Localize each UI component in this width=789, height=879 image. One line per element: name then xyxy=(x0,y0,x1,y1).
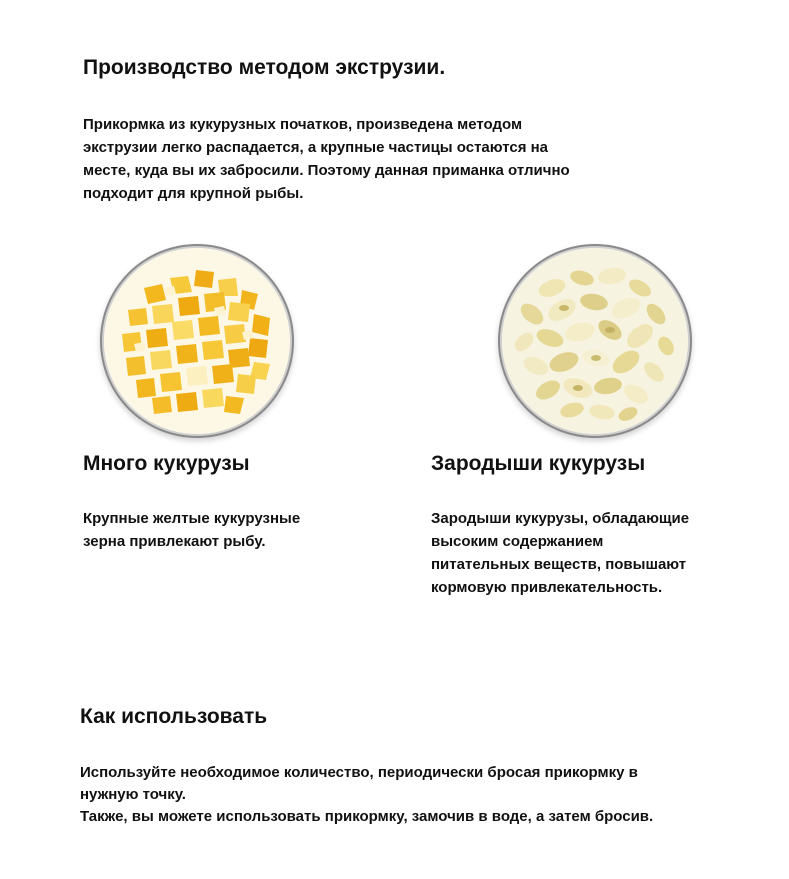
usage-line: нужную точку. xyxy=(80,786,186,803)
usage-line: Используйте необходимое количество, периодически бросая прикормку в xyxy=(80,764,638,781)
feature-right-line: питательных веществ, повышают xyxy=(431,556,687,573)
intro-paragraph xyxy=(83,113,723,205)
feature-right-line: высоким содержанием xyxy=(431,533,604,550)
usage-heading: Как использовать xyxy=(80,705,268,728)
feature-left-heading: Много кукурузы xyxy=(83,452,250,475)
feature-left-description xyxy=(83,507,300,553)
corn-germ-image xyxy=(502,248,688,434)
feature-left-line: Крупные желтые кукурузные xyxy=(83,510,301,527)
intro-line: Прикормка из кукурузных початков, произведена методом xyxy=(83,116,523,133)
usage-line: Также, вы можете использовать прикормку, замочив в воде, а затем бросив. xyxy=(80,808,654,825)
page-title: Производство методом экструзии. xyxy=(83,56,446,79)
feature-right-description xyxy=(431,507,689,599)
intro-line: месте, куда вы их забросили. Поэтому данная приманка отлично xyxy=(83,162,570,179)
corn-grits-image xyxy=(104,248,290,434)
intro-line: подходит для крупной рыбы. xyxy=(83,185,304,202)
feature-left-line: зерна привлекают рыбу. xyxy=(83,533,266,550)
intro-line: экструзии легко распадается, а крупные частицы остаются на xyxy=(83,139,549,156)
usage-instructions xyxy=(80,762,653,828)
feature-right-line: кормовую привлекательность. xyxy=(431,579,663,596)
feature-right-heading: Зародыши кукурузы xyxy=(431,452,646,475)
feature-right-line: Зародыши кукурузы, обладающие xyxy=(431,510,690,527)
